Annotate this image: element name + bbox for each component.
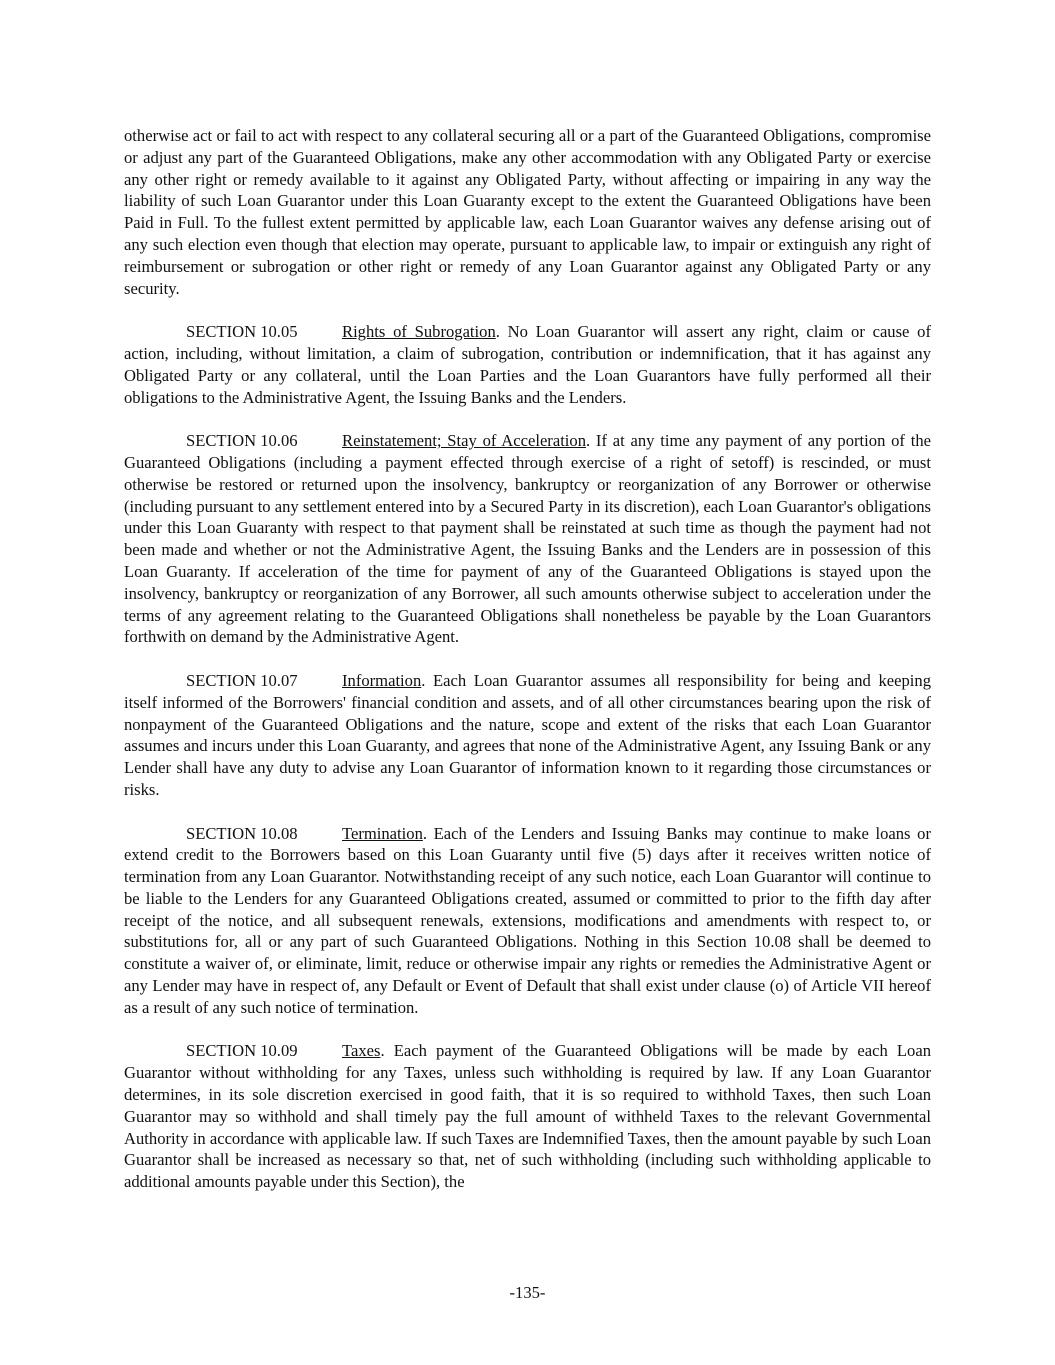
document-page <box>124 125 931 1215</box>
section-number: SECTION 10.05 <box>186 322 298 342</box>
section-title: Information <box>342 670 422 690</box>
section-number: SECTION 10.07 <box>186 670 298 690</box>
section-body: . Each Loan Guarantor assumes all responsibility for being and keeping itself informed of the Borrowers' financial condition and assets, and of all other circumstances bearing upon the risk of nonpayment of the Guaranteed Obligations and the nature, scope and extent of the risks that each Loan Guarantor assumes and incurs under this Loan Guaranty, and agrees that none of the Administrative Agent, any Issuing Bank or any Lender shall have any duty to advise any Loan Guarantor of information known to it regarding those circumstances or risks. <box>124 670 931 799</box>
section-10-08 <box>124 823 931 1019</box>
section-body: . No Loan Guarantor will assert any right, claim or cause of action, including, without limitation, a claim of subrogation, contribution or indemnification, that it has against any Obligated Party or any collateral, until the Loan Parties and the Loan Guarantors have fully performed all their obligations to the Administrative Agent, the Issuing Banks and the Lenders. <box>124 322 931 407</box>
section-body: . If at any time any payment of any portion of the Guaranteed Obligations (including a payment effected through exercise of a right of setoff) is rescinded, or must otherwise be restored or returned upon the insolvency, bankruptcy or reorganization of any Borrower or otherwise (including pursuant to any settlement entered into by a Secured Party in its discretion), each Loan Guarantor's obligations under this Loan Guaranty with respect to that payment shall be reinstated at such time as though the payment had not been made and whether or not the Administrative Agent, the Issuing Banks and the Lenders are in possession of this Loan Guaranty. If acceleration of the time for payment of any of the Guaranteed Obligations is stayed upon the insolvency, bankruptcy or reorganization of any Borrower, all such amounts otherwise subject to acceleration under the terms of any agreement relating to the Guaranteed Obligations shall nonetheless be payable by the Loan Guarantors forthwith on demand by the Administrative Agent. <box>124 431 931 647</box>
section-title: Reinstatement; Stay of Acceleration <box>342 431 587 451</box>
page-number: -135- <box>509 1283 546 1302</box>
section-number: SECTION 10.09 <box>186 1041 298 1061</box>
section-number: SECTION 10.06 <box>186 431 298 451</box>
section-10-09 <box>124 1040 931 1193</box>
section-body: . Each payment of the Guaranteed Obligations will be made by each Loan Guarantor without withholding for any Taxes, unless such withholding is required by law. If any Loan Guarantor determines, in its sole discretion exercised in good faith, that it is so required to withhold Taxes, then such Loan Guarantor may so withhold and shall timely pay the full amount of withheld Taxes to the relevant Governmental Authority in accordance with applicable law. If such Taxes are Indemnified Taxes, then the amount payable by such Loan Guarantor shall be increased as necessary so that, net of such withholding (including such withholding applicable to additional amounts payable under this Section), the <box>124 1041 931 1192</box>
section-10-05 <box>124 321 931 408</box>
section-10-06 <box>124 430 931 648</box>
continuation-paragraph: otherwise act or fail to act with respect to any collateral securing all or a part of the Guaranteed Obligations, compromise or adjust any part of the Guaranteed Obligations, make any other accommodation with any Obligated Party or exercise any other right or remedy available to it against any Obligated Party, without affecting or impairing in any way the liability of such Loan Guarantor under this Loan Guaranty except to the extent the Guaranteed Obligations have been Paid in Full. To the fullest extent permitted by applicable law, each Loan Guarantor waives any defense arising out of any such election even though that election may operate, pursuant to applicable law, to impair or extinguish any right of reimbursement or subrogation or other right or remedy of any Loan Guarantor against any Obligated Party or any security. <box>124 126 931 298</box>
section-number: SECTION 10.08 <box>186 823 298 843</box>
section-title: Rights of Subrogation <box>342 322 496 342</box>
section-body: . Each of the Lenders and Issuing Banks may continue to make loans or extend credit to the Borrowers based on this Loan Guaranty until five (5) days after it receives written notice of termination from any Loan Guarantor. Notwithstanding receipt of any such notice, each Loan Guarantor will continue to be liable to the Lenders for any Guaranteed Obligations created, assumed or committed to prior to the fifth day after receipt of the notice, and all subsequent renewals, extensions, modifications and amendments with respect to, or substitutions for, all or any part of such Guaranteed Obligations. Nothing in this Section 10.08 shall be deemed to constitute a waiver of, or eliminate, limit, reduce or otherwise impair any rights or remedies the Administrative Agent or any Lender may have in respect of, any Default or Event of Default that shall exist under clause (o) of Article VII hereof as a result of any such notice of termination. <box>124 823 931 1017</box>
section-10-07 <box>124 670 931 801</box>
section-title: Taxes <box>342 1041 381 1061</box>
section-title: Termination <box>342 823 423 843</box>
